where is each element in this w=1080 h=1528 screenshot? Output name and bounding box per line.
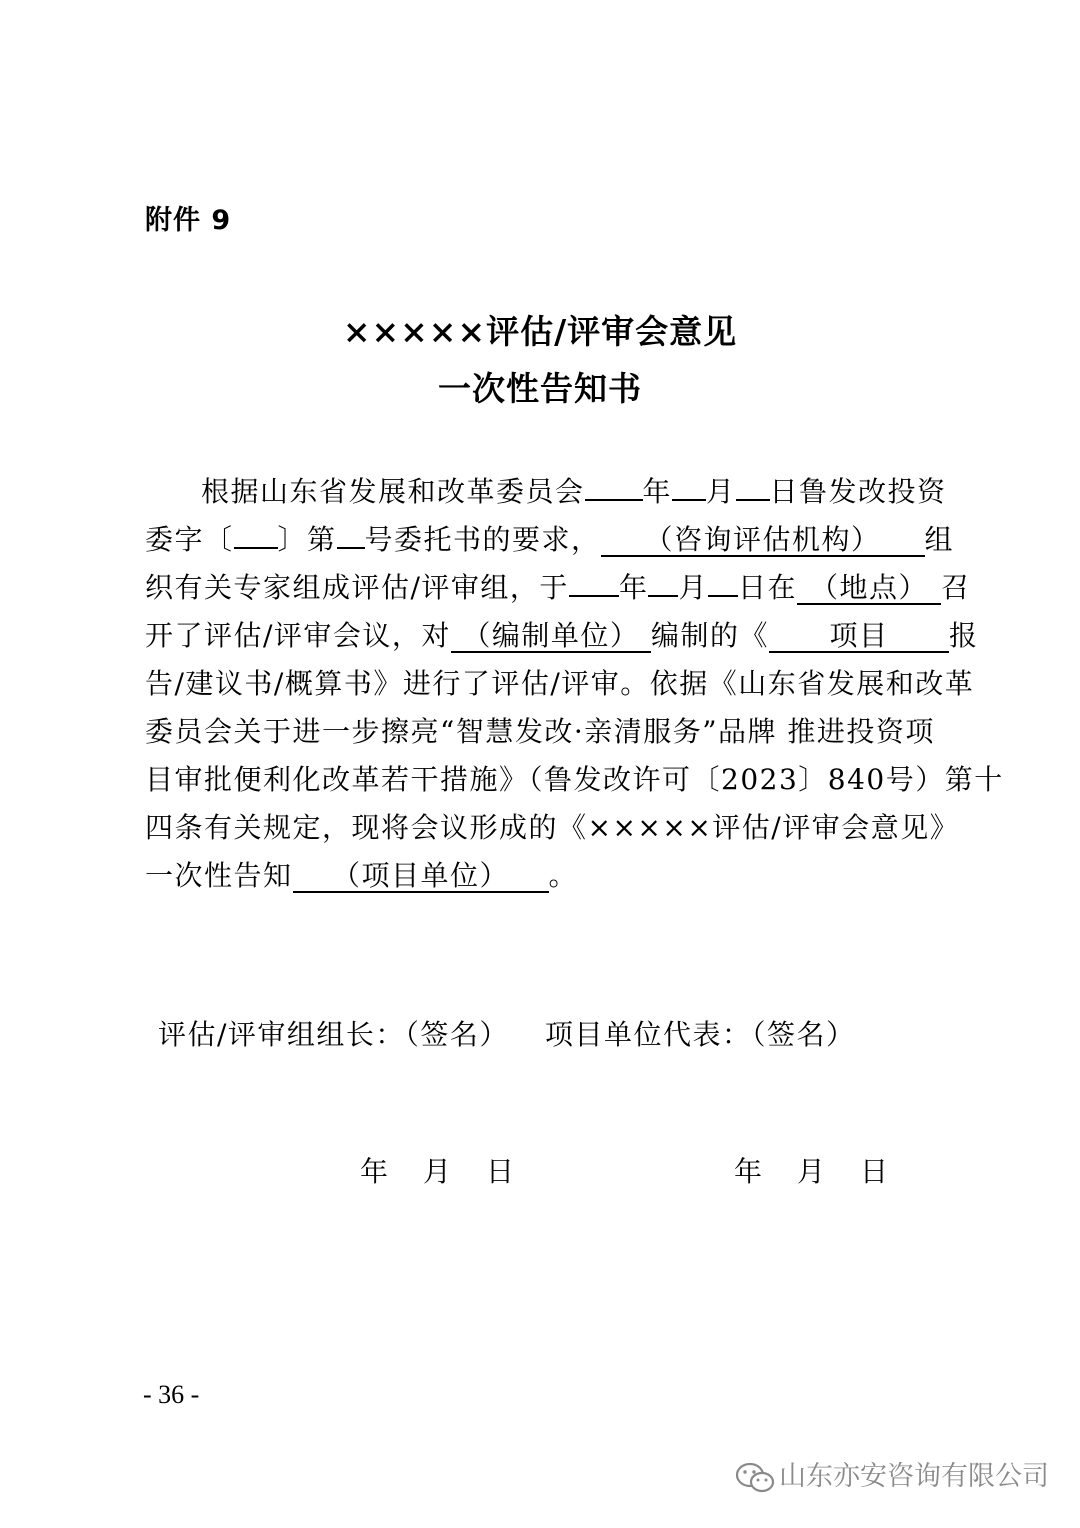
fill-location: （地点） [797,573,941,605]
body-line-4: 开了评估/评审会议，对 （编制单位） 编制的《 项目 报 [145,619,979,652]
body-line-7: 目审批便利化改革若干措施》（鲁发改许可〔2023〕840号）第十 [145,763,1004,796]
blank-day [736,499,770,501]
blank-year [585,499,643,501]
page-number: - 36 - [143,1380,200,1409]
body-line-5: 告/建议书/概算书》进行了评估/评审。依据《山东省发展和改革 [145,667,975,700]
fill-project-name: 项目 [769,621,949,653]
document-subtitle: 一次性告知书 [438,369,642,408]
blank-month [672,499,706,501]
blank-meeting-day [708,595,738,597]
watermark: 山东亦安咨询有限公司 [735,1454,1049,1494]
date-representative [734,1150,889,1190]
date-month: 月 [797,1155,827,1188]
attachment-label: 附件 9 [145,205,232,236]
body-line-1: 根据山东省发展和改革委员会 年 月 日鲁发改投资 [201,475,947,508]
blank-issue-number [337,547,365,549]
fill-compiling-unit: （编制单位） [451,621,651,653]
signature-representative: 项目单位代表：（签名） [545,1018,856,1051]
date-leader [360,1150,515,1190]
body-line-3: 织有关专家组成评估/评审组，于 年 月 日在 （地点） 召 [145,571,971,604]
body-line-9: 一次性告知 （项目单位） 。 [145,859,579,892]
blank-meeting-month [648,595,678,597]
body-line-6: 委员会关于进一步擦亮“智慧发改·亲清服务”品牌 推进投资项 [145,715,935,748]
signature-leader: 评估/评审组组长：（签名） [158,1018,509,1051]
date-day: 日 [486,1155,516,1188]
body-line-2: 委字〔 〕第 号委托书的要求， （咨询评估机构） 组 [145,523,955,556]
blank-meeting-year [569,595,619,597]
fill-project-unit: （项目单位） [293,861,549,893]
date-month: 月 [423,1155,453,1188]
fill-consulting-agency: （咨询评估机构） [601,525,925,557]
blank-doc-number [234,547,278,549]
document-title: ×××××评估/评审会意见 [342,312,738,351]
date-day: 日 [860,1155,890,1188]
body-line-8: 四条有关规定，现将会议形成的《×××××评估/评审会意见》 [145,811,960,844]
date-year: 年 [734,1155,764,1188]
wechat-icon [735,1462,775,1494]
date-year: 年 [360,1155,390,1188]
